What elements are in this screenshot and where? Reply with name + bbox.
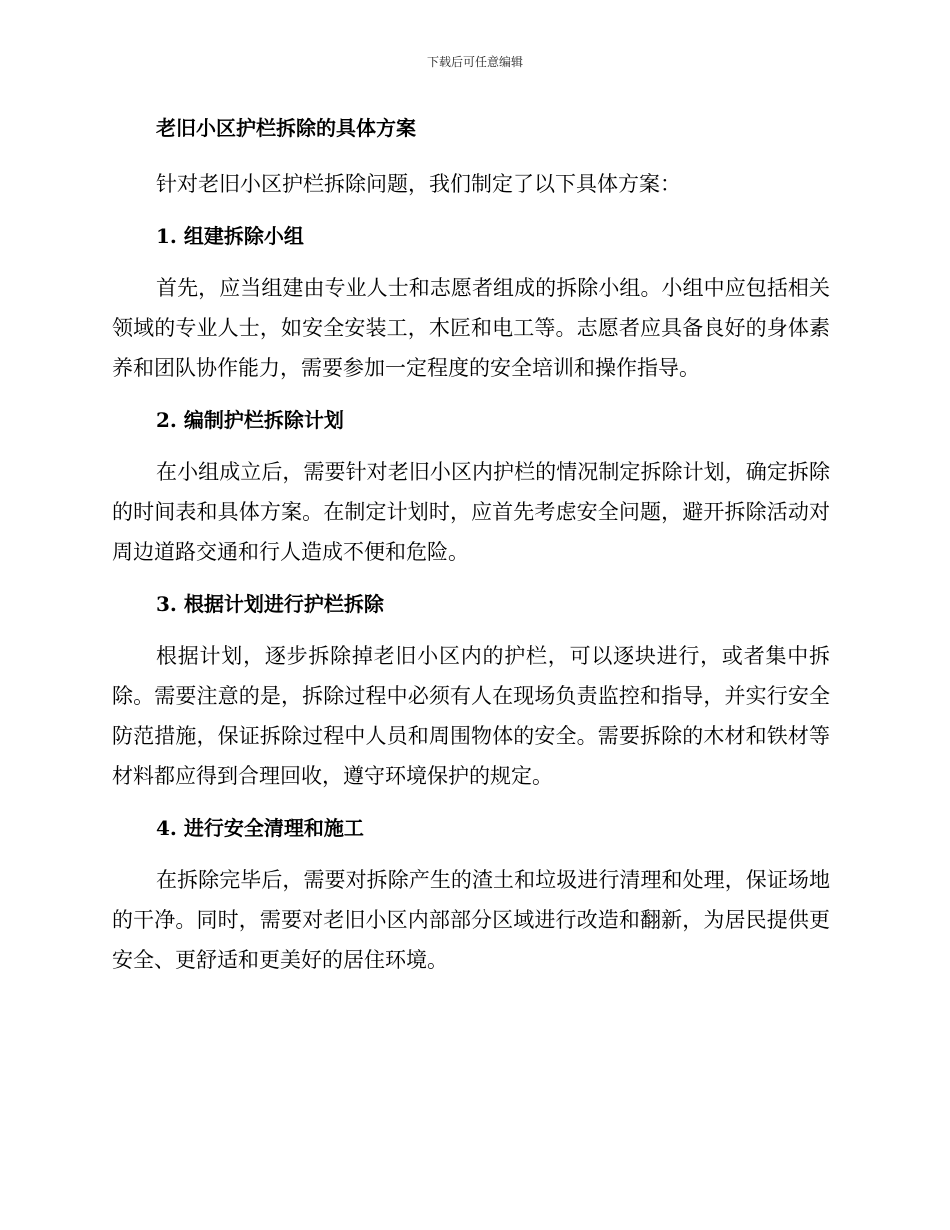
document-body bbox=[112, 110, 830, 994]
intro-paragraph: 针对老旧小区护栏拆除问题，我们制定了以下具体方案： bbox=[156, 172, 681, 196]
section-body-4: 在拆除完毕后，需要对拆除产生的渣土和垃圾进行清理和处理，保证场地的干净。同时，需要对老旧小区内部部分区域进行改造和翻新，为居民提供更安全、更舒适和更美好的居住环境。 bbox=[112, 868, 830, 972]
document-title: 老旧小区护栏拆除的具体方案 bbox=[156, 116, 416, 140]
section-heading-4: 4. 进行安全清理和施工 bbox=[156, 816, 364, 840]
section-body-2: 在小组成立后，需要针对老旧小区内护栏的情况制定拆除计划，确定拆除的时间表和具体方案。在制定计划时，应首先考虑安全问题，避开拆除活动对周边道路交通和行人造成不便和危险。 bbox=[112, 460, 830, 564]
section-body-3: 根据计划，逐步拆除掉老旧小区内的护栏，可以逐块进行，或者集中拆除。需要注意的是，拆除过程中必须有人在现场负责监控和指导，并实行安全防范措施，保证拆除过程中人员和周围物体的安全。需要拆除的木材和铁材等材料都应得到合理回收，遵守环境保护的规定。 bbox=[112, 644, 830, 788]
section-heading-1: 1. 组建拆除小组 bbox=[156, 224, 304, 248]
section-heading-2: 2. 编制护栏拆除计划 bbox=[156, 408, 344, 432]
section-heading-3: 3. 根据计划进行护栏拆除 bbox=[156, 592, 384, 616]
page-header: 下载后可任意编辑 bbox=[426, 55, 523, 69]
section-body-1: 首先，应当组建由专业人士和志愿者组成的拆除小组。小组中应包括相关领域的专业人士，如安全安装工，木匠和电工等。志愿者应具备良好的身体素养和团队协作能力，需要参加一定程度的安全培训和操作指导。 bbox=[112, 276, 830, 380]
